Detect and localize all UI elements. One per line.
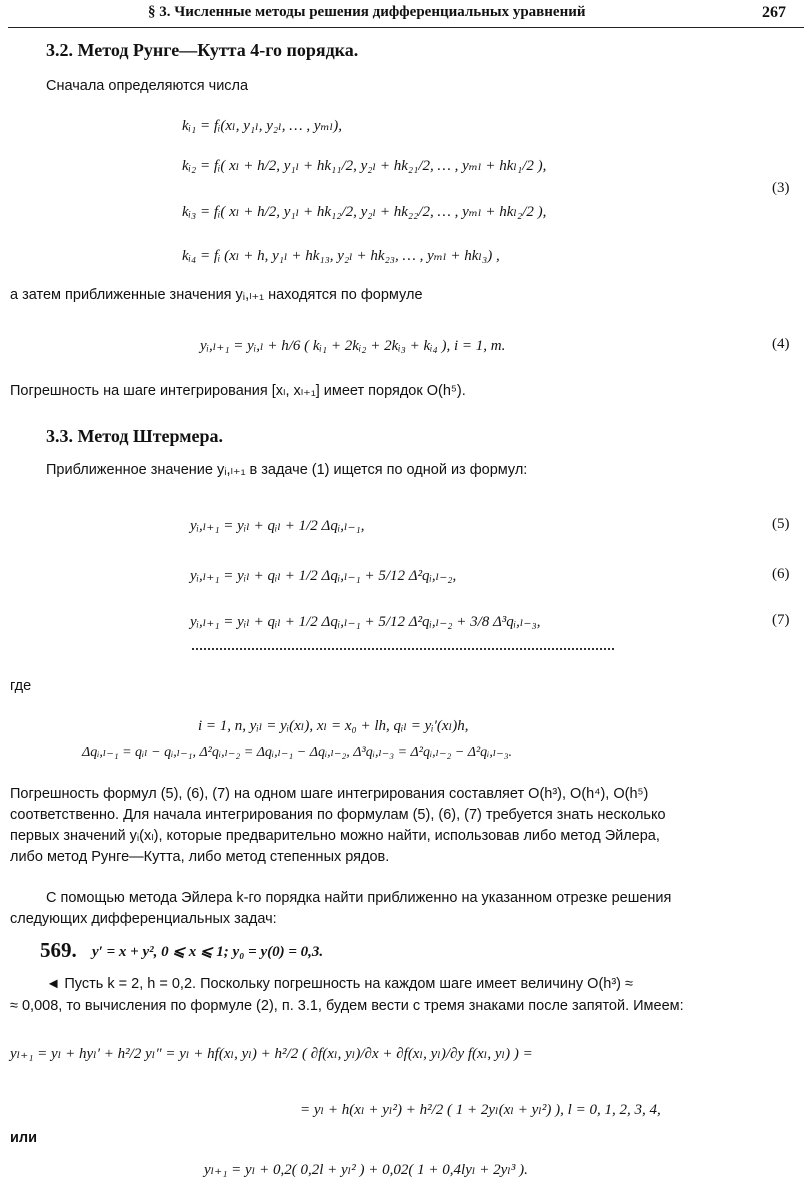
paragraph-line-1: Погрешность формул (5), (6), (7) на одном шаге интегрирования составляет O(h³), O(h⁴), O(h⁵) bbox=[10, 786, 649, 802]
equation-k2: kᵢ₂ = fᵢ( xₗ + h/2, y₁ₗ + hk₁₁/2, y₂ₗ + hk₂₁/2, … , yₘₗ + hkₗ₁/2 ), bbox=[182, 158, 547, 174]
equation-number-6: (6) bbox=[772, 566, 790, 582]
section-3-2-title: 3.2. Метод Рунге—Кутта 4-го порядка. bbox=[46, 40, 359, 60]
section-3-3-title: 3.3. Метод Штермера. bbox=[46, 426, 224, 446]
or-label: или bbox=[10, 1130, 38, 1146]
equation-7: yᵢ,ₗ₊₁ = yᵢₗ + qᵢₗ + 1/2 Δqᵢ,ₗ₋₁ + 5/12 Δ²qᵢ,ₗ₋₂ + 3/8 Δ³qᵢ,ₗ₋₃, bbox=[190, 614, 541, 630]
solution-line-2: ≈ 0,008, то вычисления по формуле (2), п. 3.1, будем вести с тремя знаками после запятой. Имеем: bbox=[10, 998, 684, 1014]
equation-big-3: yₗ₊₁ = yₗ + 0,2( 0,2l + yₗ² ) + 0,02( 1 + 0,4lyₗ + 2yₗ³ ). bbox=[204, 1162, 528, 1178]
section-3-2-then-text: а затем приближенные значения yᵢ,ₗ₊₁ находятся по формуле bbox=[10, 287, 423, 303]
section-3-2-intro: Сначала определяются числа bbox=[46, 78, 249, 94]
equation-big-1: yₗ₊₁ = yₗ + hyₗ′ + h²/2 yₗ″ = yₗ + hf(xₗ, yₗ) + h²/2 ( ∂f(xₗ, yₗ)/∂x + ∂f(xₗ, yₗ)/∂y f(xₗ, yₗ) ) = bbox=[10, 1046, 533, 1062]
equation-number-5: (5) bbox=[772, 516, 790, 532]
equation-number-4: (4) bbox=[772, 336, 790, 352]
page-number: 267 bbox=[762, 4, 786, 21]
equation-k4: kᵢ₄ = fᵢ (xₗ + h, y₁ₗ + hk₁₃, y₂ₗ + hk₂₃, … , yₘₗ + hkₗ₃) , bbox=[182, 248, 500, 264]
equation-big-2: = yₗ + h(xₗ + yₗ²) + h²/2 ( 1 + 2yₗ(xₗ + yₗ²) ), l = 0, 1, 2, 3, 4, bbox=[300, 1102, 661, 1118]
problem-569-statement: y′ = x + y², 0 ⩽ x ⩽ 1; y₀ = y(0) = 0,3. bbox=[92, 944, 324, 960]
definition-line-1: i = 1, n, yᵢₗ = yᵢ(xₗ), xₗ = x₀ + lh, qᵢₗ = yᵢ′(xₗ)h, bbox=[198, 718, 469, 734]
paragraph-line-2: соответственно. Для начала интегрирования по формулам (5), (6), (7) требуется знать несколько bbox=[10, 807, 666, 823]
header-rule bbox=[8, 27, 804, 28]
equation-k1: kᵢ₁ = fᵢ(xₗ, y₁ₗ, y₂ₗ, … , yₘₗ), bbox=[182, 118, 343, 134]
paragraph-line-4: либо метод Рунге—Кутта, либо метод степенных рядов. bbox=[10, 849, 390, 865]
definition-line-2: Δqᵢ,ₗ₋₁ = qᵢₗ − qᵢ,ₗ₋₁, Δ²qᵢ,ₗ₋₂ = Δqᵢ,ₗ₋₁ − Δqᵢ,ₗ₋₂, Δ³qᵢ,ₗ₋₃ = Δ²qᵢ,ₗ₋₂ − Δ²qᵢ,ₗ₋₃. bbox=[82, 745, 513, 760]
equation-5: yᵢ,ₗ₊₁ = yᵢₗ + qᵢₗ + 1/2 Δqᵢ,ₗ₋₁, bbox=[190, 518, 365, 534]
task-line-2: следующих дифференциальных задач: bbox=[10, 911, 277, 927]
problem-569-number: 569. bbox=[40, 938, 77, 962]
section-3-3-intro: Приближенное значение yᵢ,ₗ₊₁ в задаче (1) ищется по одной из формул: bbox=[46, 462, 528, 478]
equation-k3: kᵢ₃ = fᵢ( xₗ + h/2, y₁ₗ + hk₁₂/2, y₂ₗ + hk₂₂/2, … , yₘₗ + hkₗ₂/2 ), bbox=[182, 204, 547, 220]
task-line-1: С помощью метода Эйлера k-го порядка найти приближенно на указанном отрезке решения bbox=[46, 890, 672, 906]
section-3-2-error-text: Погрешность на шаге интегрирования [xₗ, xₗ₊₁] имеет порядок O(h⁵). bbox=[10, 383, 466, 399]
equation-number-3: (3) bbox=[772, 180, 790, 196]
dotted-continuation bbox=[192, 648, 614, 650]
solution-line-1: ◄ Пусть k = 2, h = 0,2. Поскольку погрешность на каждом шаге имеет величину O(h³) ≈ bbox=[46, 976, 633, 992]
where-label: где bbox=[10, 678, 32, 694]
paragraph-line-3: первых значений yᵢ(xₗ), которые предварительно можно найти, использовав либо метод Эйлера, bbox=[10, 828, 660, 844]
equation-number-7: (7) bbox=[772, 612, 790, 628]
equation-6: yᵢ,ₗ₊₁ = yᵢₗ + qᵢₗ + 1/2 Δqᵢ,ₗ₋₁ + 5/12 Δ²qᵢ,ₗ₋₂, bbox=[190, 568, 457, 584]
running-title: § 3. Численные методы решения дифференциальных уравнений bbox=[148, 4, 586, 20]
equation-4: yᵢ,ₗ₊₁ = yᵢ,ₗ + h/6 ( kᵢ₁ + 2kᵢ₂ + 2kᵢ₃ + kᵢ₄ ), i = 1, m. bbox=[200, 338, 506, 354]
